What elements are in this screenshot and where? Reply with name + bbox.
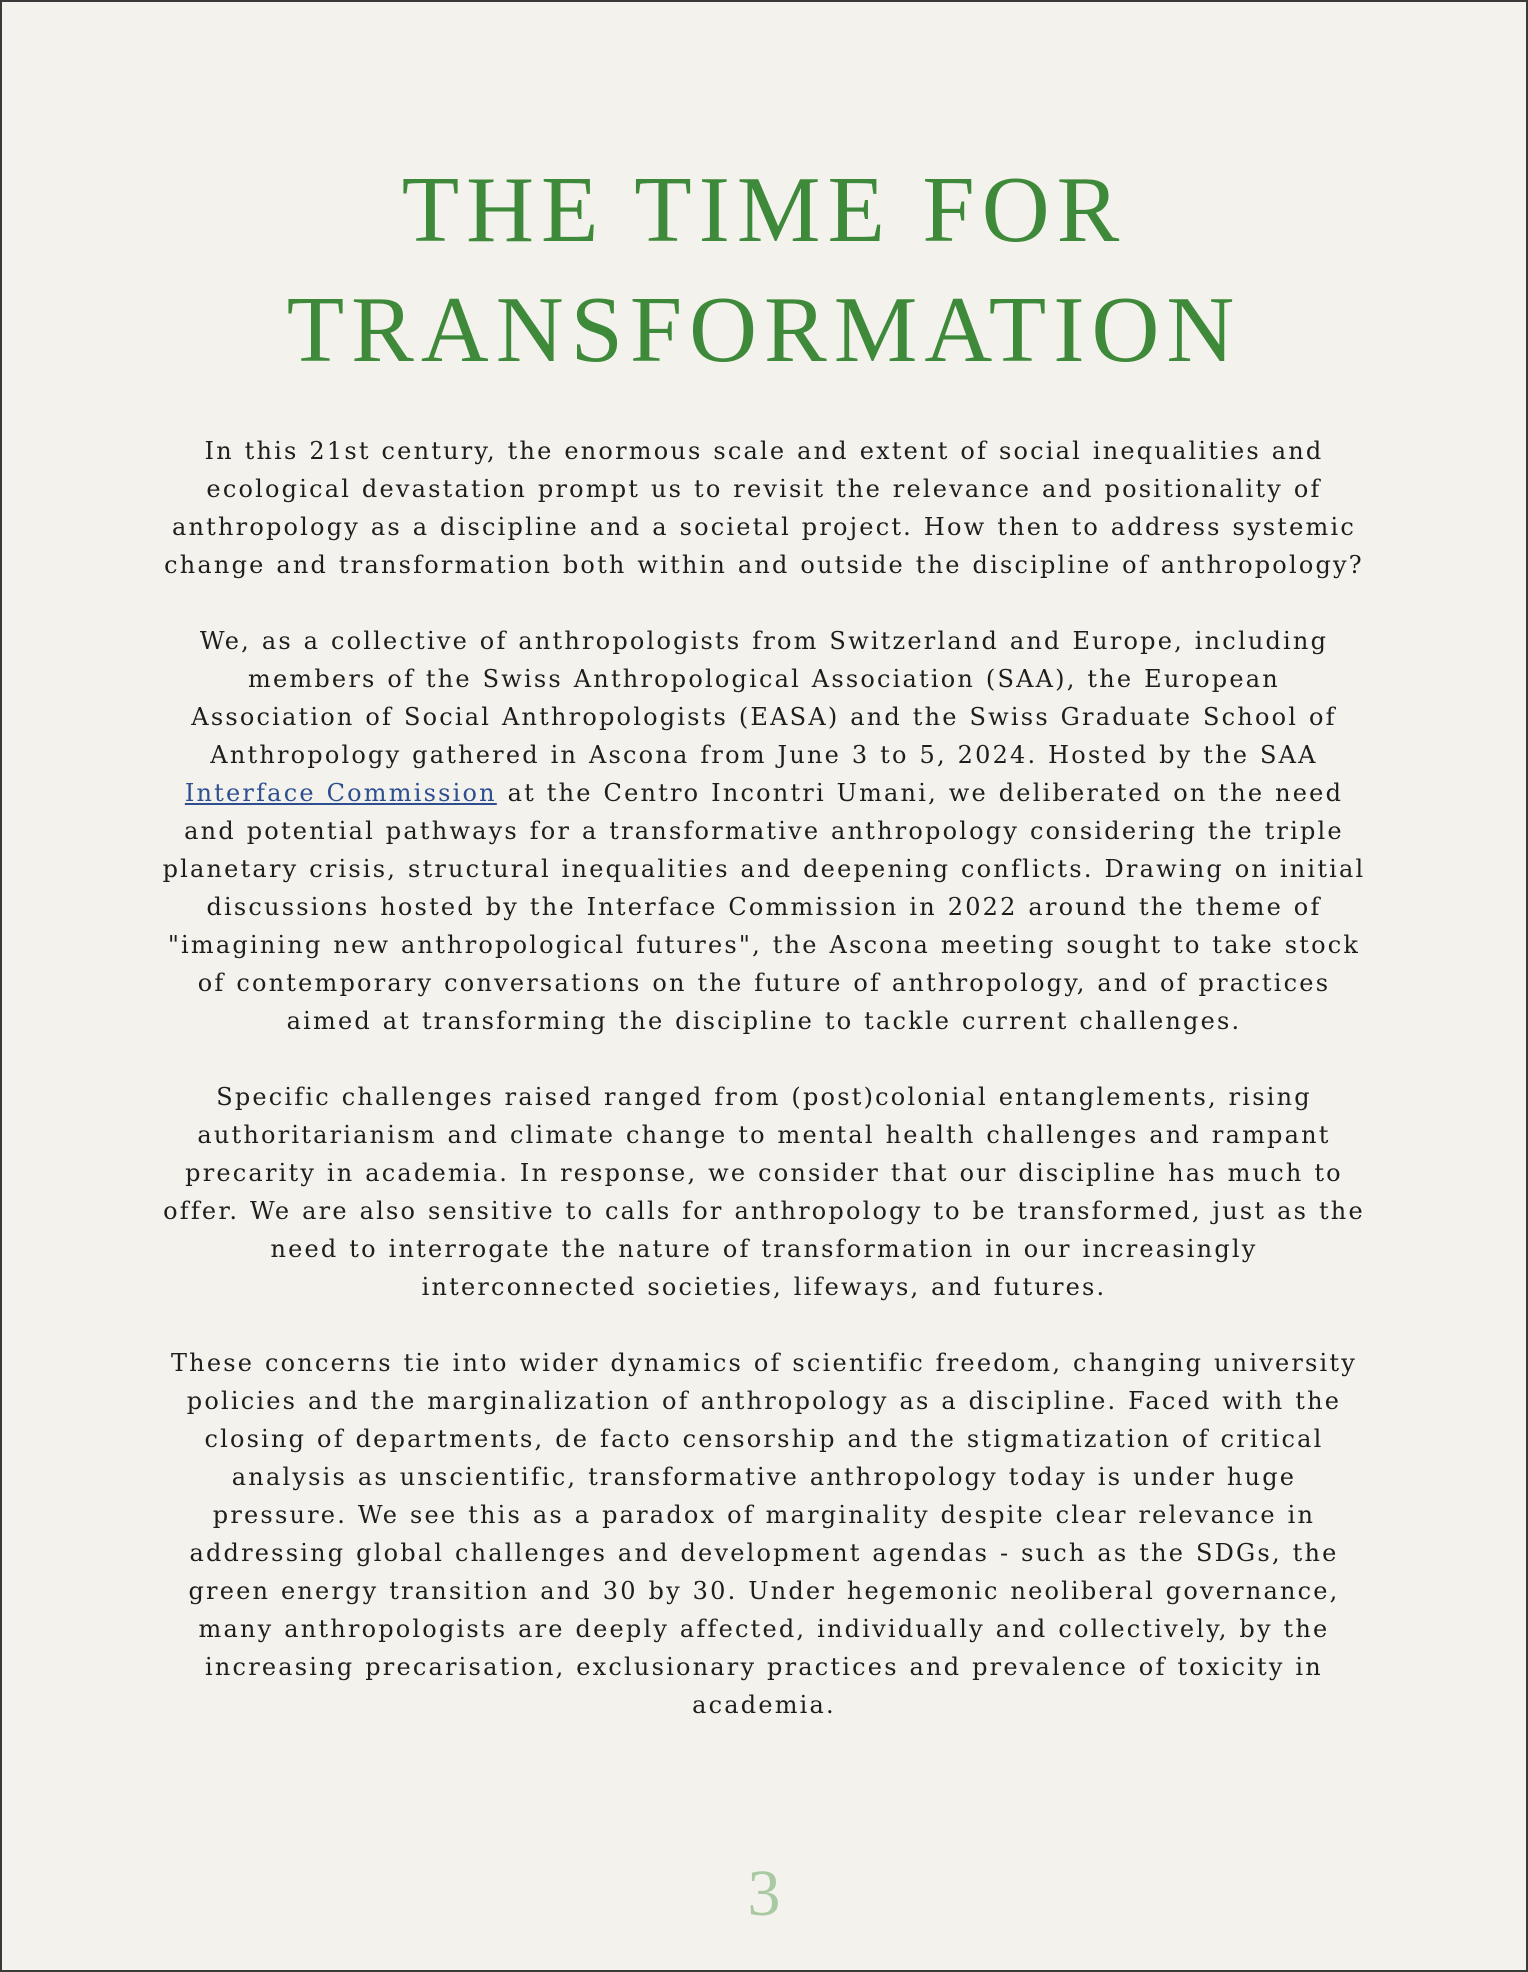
paragraph-collective-text-1: We, as a collective of anthropologists from Switzerland and Europe, including members of the Swiss Anthropological Association (SAA), the European Association of Social Anthropologists (EASA) and the Swiss Graduate School of Anthropology gathered in Ascona from June 3 to 5, 2024. Hosted by the SAA [191,627,1337,769]
paragraph-intro: In this 21st century, the enormous scale and extent of social inequalities and ecological devastation prompt us to revisit the relevance and positionality of anthropology as a discipline and a societal project. How then to address systemic change and transformation both within and outside the discipline of anthropology? [164,437,1364,579]
body-text [162,432,1366,1762]
paragraph-challenges: Specific challenges raised ranged from (post)colonial entanglements, rising authoritarianism and climate change to mental health challenges and rampant precarity in academia. In response, we consider that our discipline has much to offer. We are also sensitive to calls for anthropology to be transformed, just as the need to interrogate the nature of transformation in our increasingly interconnected societies, lifeways, and futures. [163,1083,1365,1301]
page-title [2,150,1526,390]
title-line-1: THE TIME FOR [401,158,1127,262]
title-line-2: TRANSFORMATION [286,278,1242,382]
page-number: 3 [747,1857,781,1930]
paragraph-collective [162,622,1366,1040]
paragraph-collective-text-2: at the Centro Incontri Umani, we deliberated on the need and potential pathways for a transformative anthropology considering the triple planetary crisis, structural inequalities and deepening conflicts. Drawing on initial discussions hosted by the Interface Commission in 2022 around the theme of "imagining new anthropological futures", the Ascona meeting sought to take stock of contemporary conversations on the future of anthropology, and of practices aimed at transforming the discipline to tackle current challenges. [162,779,1366,1035]
interface-commission-link[interactable]: Interface Commission [184,779,497,807]
paragraph-concerns: These concerns tie into wider dynamics of scientific freedom, changing university policies and the marginalization of anthropology as a discipline. Faced with the closing of departments, de facto censorship and the stigmatization of critical analysis as unscientific, transformative anthropology today is under huge pressure. We see this as a paradox of marginality despite clear relevance in addressing global challenges and development agendas - such as the SDGs, the green energy transition and 30 by 30. Under hegemonic neoliberal governance, many anthropologists are deeply affected, individually and collectively, by the increasing precarisation, exclusionary practices and prevalence of toxicity in academia. [170,1349,1358,1719]
